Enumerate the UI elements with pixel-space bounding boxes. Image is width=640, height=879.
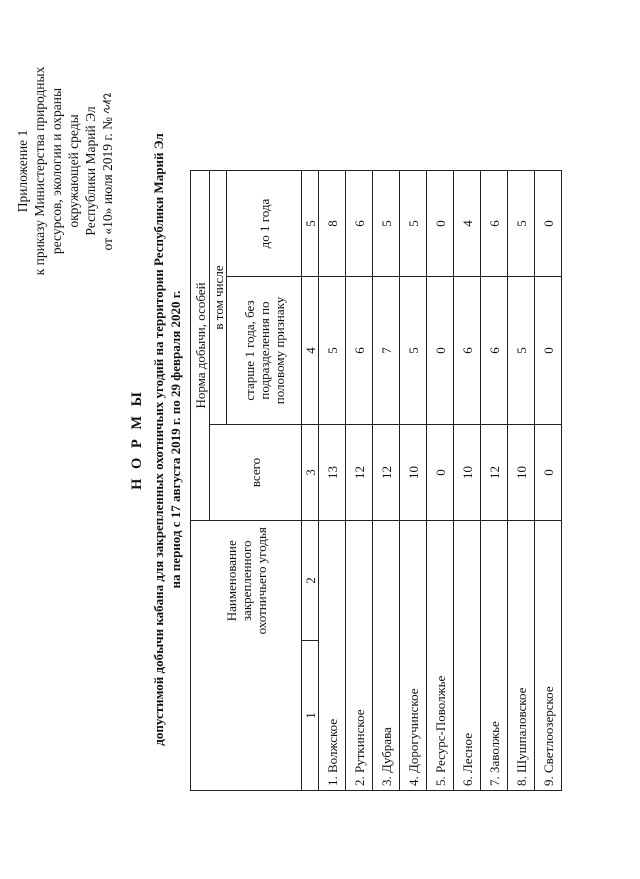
column-number: 4	[302, 277, 319, 425]
table-row	[373, 171, 400, 791]
older-value: 6	[481, 277, 508, 425]
subtitle-line-2: на период с 17 августа 2019 г. по 29 февраля 2020 г.	[168, 290, 183, 589]
table-row	[481, 171, 508, 791]
table-row	[400, 171, 427, 791]
older-value: 6	[454, 277, 481, 425]
young-value: 4	[454, 171, 481, 277]
document-subtitle	[150, 0, 184, 879]
total-value: 0	[427, 425, 454, 521]
total-value: 10	[454, 425, 481, 521]
table-row	[508, 171, 535, 791]
appendix-line: ресурсов, экологии и охраны	[49, 87, 64, 255]
young-value: 0	[427, 171, 454, 277]
hunting-ground-name: 4. Дорогучинское	[400, 521, 427, 791]
total-value: 12	[481, 425, 508, 521]
header-empty-cell	[191, 641, 302, 791]
young-value: 0	[535, 171, 562, 277]
subtitle-line-1: допустимой добычи кабана для закрепленных охотничьих угодий на территории Республики Марий Эл	[151, 133, 166, 746]
young-value: 8	[319, 171, 346, 277]
header-name-cell	[191, 521, 302, 641]
header-total-cell	[210, 425, 302, 521]
young-value: 6	[481, 171, 508, 277]
hunting-ground-name: 6. Лесное	[454, 521, 481, 791]
appendix-date-line	[99, 40, 116, 302]
header-young-label: до 1 года	[256, 198, 272, 249]
young-value: 5	[508, 171, 535, 277]
document-title: Н О Р М Ы	[129, 389, 145, 490]
header-total-label: всего	[248, 457, 263, 488]
header-row-1	[191, 171, 210, 791]
header-norm-label: Норма добычи, особей	[192, 282, 208, 409]
table-body	[319, 171, 562, 791]
column-number: 5	[302, 171, 319, 277]
young-value: 5	[400, 171, 427, 277]
header-including-cell	[210, 171, 227, 425]
appendix-block	[14, 40, 116, 302]
hunting-ground-name: 3. Дубрава	[373, 521, 400, 791]
appendix-line: Приложение 1	[15, 129, 30, 213]
header-older-cell	[227, 277, 302, 425]
hunting-ground-name: 5. Ресурс-Поволжье	[427, 521, 454, 791]
older-value: 0	[427, 277, 454, 425]
header-including-label: в том числе	[210, 265, 226, 330]
appendix-line: Республики Марий Эл	[83, 106, 98, 236]
older-value: 5	[508, 277, 535, 425]
hunting-ground-name: 7. Заволжье	[481, 521, 508, 791]
norms-table	[190, 170, 562, 791]
table-row	[535, 171, 562, 791]
older-value: 5	[319, 277, 346, 425]
appendix-line: окружающей среды	[66, 114, 81, 228]
header-norm-cell	[191, 171, 210, 521]
hunting-ground-name: 1. Волжское	[319, 521, 346, 791]
hunting-ground-name: 2. Руткинское	[346, 521, 373, 791]
older-value: 0	[535, 277, 562, 425]
column-number: 3	[302, 425, 319, 521]
column-numbers-row	[302, 171, 319, 791]
header-older-label: старше 1 года, без подразделения по половому признаку	[241, 296, 287, 405]
hunting-ground-name: 9. Светлоозерское	[535, 521, 562, 791]
young-value: 6	[346, 171, 373, 277]
older-value: 5	[400, 277, 427, 425]
total-value: 10	[400, 425, 427, 521]
header-name-label: Наименование закрепленного охотничьего угодья	[223, 527, 269, 635]
total-value: 13	[319, 425, 346, 521]
column-number: 2	[302, 521, 319, 641]
table-row	[427, 171, 454, 791]
hunting-ground-name: 8. Шушпаловское	[508, 521, 535, 791]
total-value: 10	[508, 425, 535, 521]
order-number-handwritten-icon	[101, 92, 113, 114]
header-young-cell	[227, 171, 302, 277]
table-row	[346, 171, 373, 791]
older-value: 7	[373, 277, 400, 425]
total-value: 0	[535, 425, 562, 521]
appendix-line: к приказу Министерства природных	[32, 66, 47, 276]
young-value: 5	[373, 171, 400, 277]
appendix-date: от «10» июля 2019 г. №	[100, 116, 115, 251]
column-number: 1	[302, 641, 319, 791]
total-value: 12	[346, 425, 373, 521]
table-row	[454, 171, 481, 791]
table-row	[319, 171, 346, 791]
older-value: 6	[346, 277, 373, 425]
total-value: 12	[373, 425, 400, 521]
